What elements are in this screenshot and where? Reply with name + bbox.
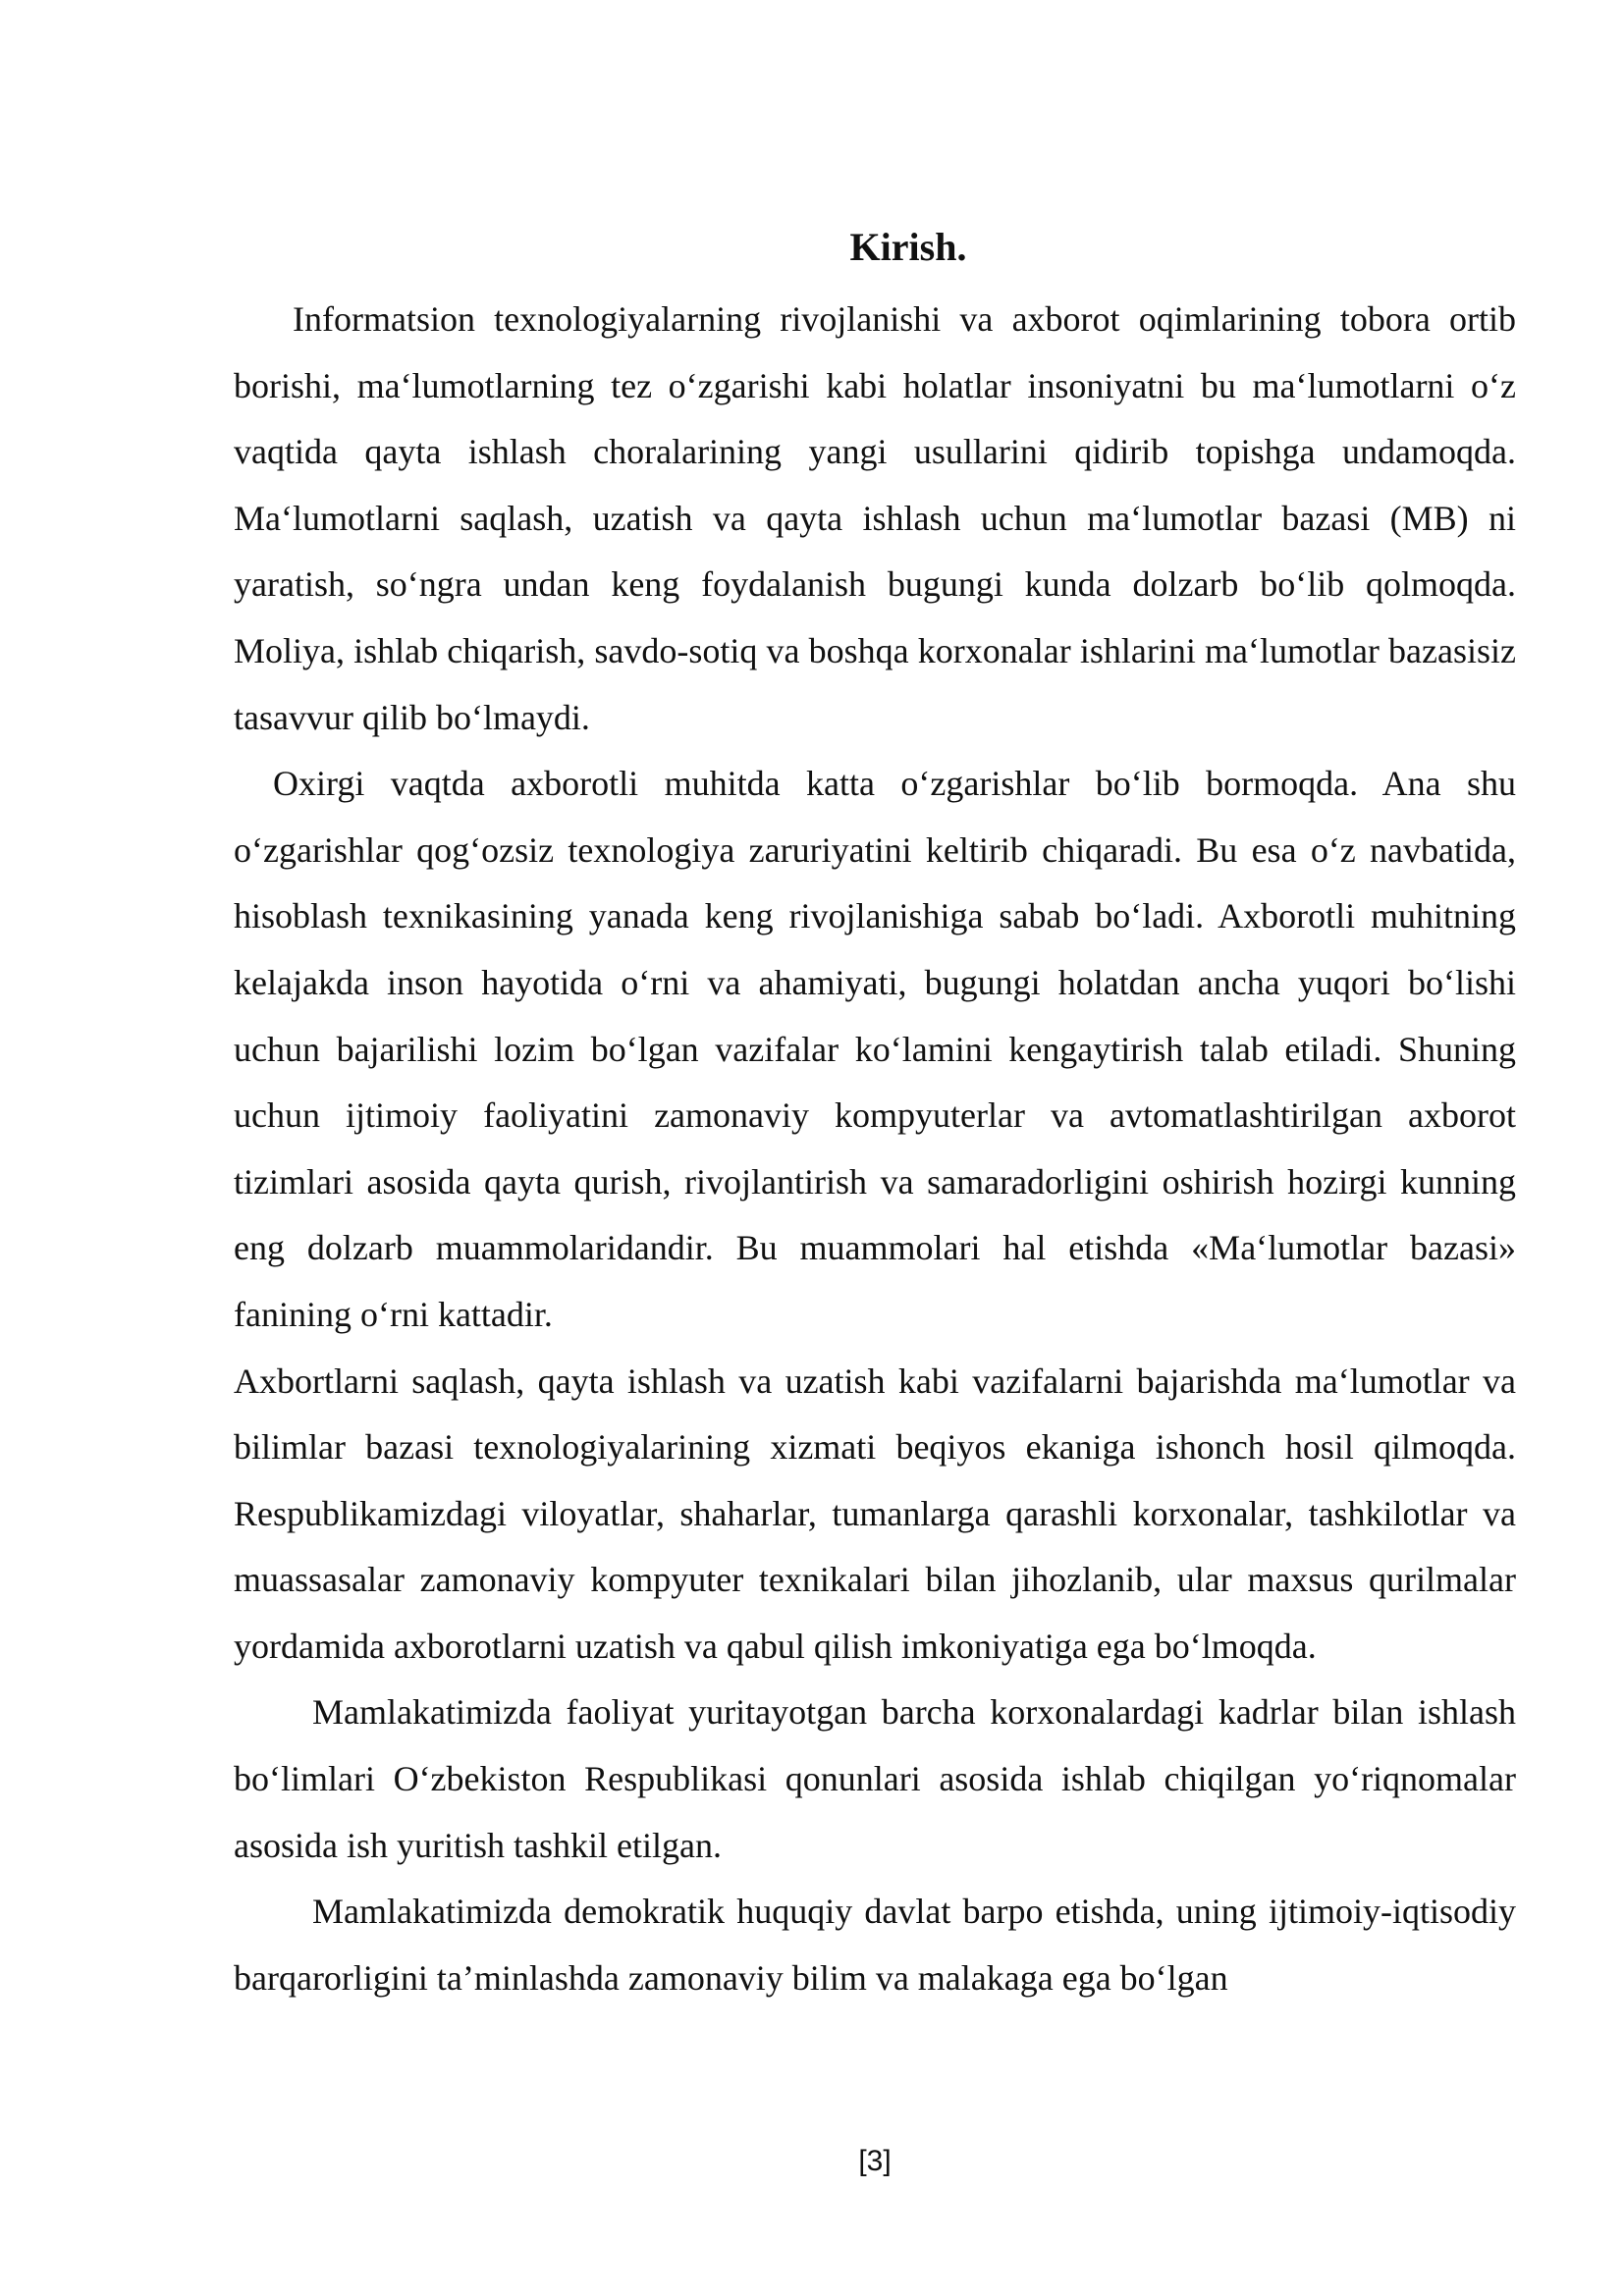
page-title: Kirish.: [849, 225, 967, 269]
paragraph-3: Axbortlarni saqlash, qayta ishlash va uzatish kabi vazifalarni bajarishda ma‘lumotlar va bilimlar bazasi texnologiyalarining xizmati beqiyos ekaniga ishonch hosil qilmoqda. Respublikamizdagi viloyatlar, shaharlar, tumanlarga qarashli korxonalar, tashkilotlar va muassasalar zamonaviy kompyuter texnikalari bilan jihozlanib, ular maxsus qurilmalar yordamida axborotlarni uzatish va qabul qilish imkoniyatiga ega bo‘lmoqda.: [234, 1361, 1516, 1666]
body-text: [234, 287, 1516, 2011]
paragraph-5: Mamlakatimizda demokratik huquqiy davlat barpo etishda, uning ijtimoiy-iqtisodiy barqarorligini ta’minlashda zamonaviy bilim va malakaga ega bo‘lgan: [234, 1892, 1516, 1998]
paragraph-2: Oxirgi vaqtda axborotli muhitda katta o‘zgarishlar bo‘lib bormoqda. Ana shu o‘zgarishlar qog‘ozsiz texnologiya zaruriyatini keltirib chiqaradi. Bu esa o‘z navbatida, hisoblash texnikasining yanada keng rivojlanishiga sabab bo‘ladi. Axborotli muhitning kelajakda inson hayotida o‘rni va ahamiyati, bugungi holatdan ancha yuqori bo‘lishi uchun bajarilishi lozim bo‘lgan vazifalar ko‘lamini kengaytirish talab etiladi. Shuning uchun ijtimoiy faoliyatini zamonaviy kompyuterlar va avtomatlashtirilgan axborot tizimlari asosida qayta qurish, rivojlantirish va samaradorligini oshirish hozirgi kunning eng dolzarb muammolaridandir. Bu muammolari hal etishda «Ma‘lumotlar bazasi» fanining o‘rni kattadir.: [234, 764, 1516, 1334]
paragraph-4: Mamlakatimizda faoliyat yuritayotgan barcha korxonalardagi kadrlar bilan ishlash bo‘limlari O‘zbekiston Respublikasi qonunlari asosida ishlab chiqilgan yo‘riqnomalar asosida ish yuritish tashkil etilgan.: [234, 1692, 1516, 1865]
paragraph-1: Informatsion texnologiyalarning rivojlanishi va axborot oqimlarining tobora ortib borishi, ma‘lumotlarning tez o‘zgarishi kabi holatlar insoniyatni bu ma‘lumotlarni o‘z vaqtida qayta ishlash choralarining yangi usullarini qidirib topishga undamoqda. Ma‘lumotlarni saqlash, uzatish va qayta ishlash uchun ma‘lumotlar bazasi (MB) ni yaratish, so‘ngra undan keng foydalanish bugungi kunda dolzarb bo‘lib qolmoqda. Moliya, ishlab chiqarish, savdo-sotiq va boshqa korxonalar ishlarini ma‘lumotlar bazasisiz tasavvur qilib bo‘lmaydi.: [234, 299, 1516, 737]
page-number: [3]: [858, 2145, 892, 2177]
